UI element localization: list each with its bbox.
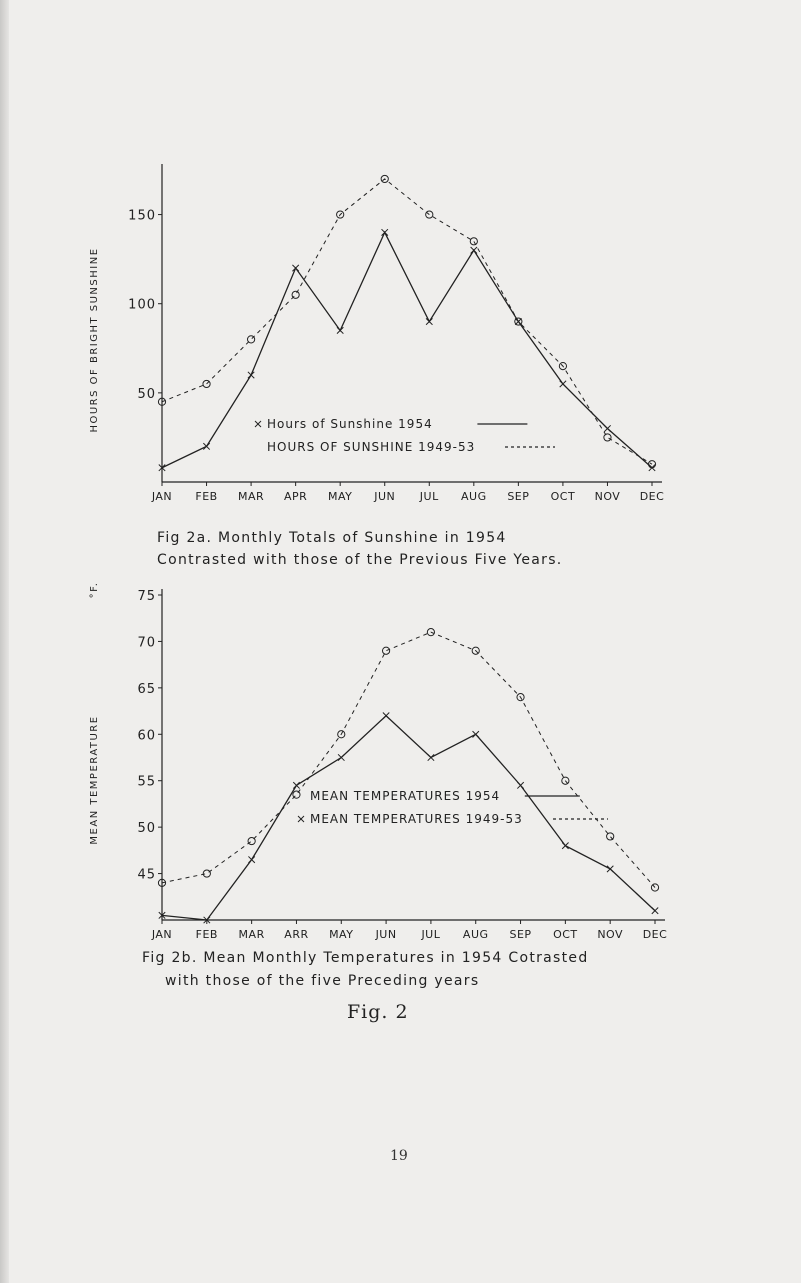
point-hours-of-sunshine-1949-53-mar — [247, 336, 254, 343]
y-axis-unit: °F. — [89, 581, 100, 599]
figure-label: Fig. 2 — [347, 1001, 409, 1023]
point-mean-temperatures-1954-mar — [248, 856, 254, 862]
series-line-mean-temperatures-1949-53 — [162, 632, 655, 887]
point-mean-temperatures-1954-nov — [607, 866, 613, 872]
point-mean-temperatures-1954-aug — [473, 731, 479, 737]
x-tick-label-jun: JUN — [375, 928, 397, 941]
point-mean-temperatures-1949-53-mar — [248, 837, 255, 844]
x-tick-label-jul: JUL — [421, 928, 441, 941]
x-tick-label-dec: DEC — [642, 928, 668, 941]
point-hours-of-sunshine-1949-53-nov — [604, 434, 611, 441]
point-mean-temperatures-1954-dec — [652, 908, 658, 914]
x-tick-label-apr: APR — [283, 490, 308, 503]
x-tick-label-arr: ARR — [284, 928, 309, 941]
y-tick-label-45: 45 — [137, 867, 156, 883]
legend-text-0: MEAN TEMPERATURES 1954 — [310, 789, 501, 803]
x-tick-label-aug: AUG — [461, 490, 487, 503]
y-tick-label-75: 75 — [137, 589, 156, 604]
x-tick-label-jan: JAN — [151, 490, 173, 503]
point-mean-temperatures-1949-53-arr — [293, 791, 300, 798]
point-hours-of-sunshine-1954-mar — [248, 372, 254, 378]
point-hours-of-sunshine-1954-jul — [426, 318, 432, 324]
point-mean-temperatures-1954-arr — [293, 782, 299, 788]
series-line-hours-of-sunshine-1954 — [162, 232, 652, 467]
point-hours-of-sunshine-1954-aug — [471, 247, 477, 253]
x-tick-label-oct: OCT — [553, 928, 578, 941]
caption-fig-2b-line-2: with those of the five Preceding years — [165, 973, 480, 989]
legend-text-1: HOURS OF SUNSHINE 1949-53 — [267, 440, 476, 454]
point-hours-of-sunshine-1949-53-feb — [203, 380, 210, 387]
y-tick-label-50: 50 — [137, 386, 156, 402]
legend-text-1: MEAN TEMPERATURES 1949-53 — [310, 812, 523, 826]
point-hours-of-sunshine-1954-nov — [604, 425, 610, 431]
point-hours-of-sunshine-1954-apr — [292, 265, 298, 271]
y-tick-label-55: 55 — [137, 774, 156, 790]
x-tick-label-sep: SEP — [509, 928, 532, 941]
point-hours-of-sunshine-1954-may — [337, 327, 343, 333]
y-axis-label: HOURS OF BRIGHT SUNSHINE — [89, 247, 100, 433]
point-mean-temperatures-1954-sep — [517, 782, 523, 788]
x-tick-label-nov: NOV — [594, 490, 621, 503]
x-tick-label-jul: JUL — [419, 490, 439, 503]
point-mean-temperatures-1949-53-nov — [607, 833, 614, 840]
x-tick-label-aug: AUG — [462, 928, 489, 941]
y-tick-label-150: 150 — [128, 208, 156, 224]
point-hours-of-sunshine-1954-feb — [203, 443, 209, 449]
point-hours-of-sunshine-1954-jun — [382, 229, 388, 235]
point-mean-temperatures-1949-53-feb — [203, 870, 210, 877]
caption-fig-2a-line-1: Fig 2a. Monthly Totals of Sunshine in 1954 — [157, 530, 507, 546]
point-mean-temperatures-1954-jun — [383, 713, 389, 719]
x-tick-label-feb: FEB — [195, 928, 218, 941]
x-tick-label-mar: MAR — [238, 928, 265, 941]
point-mean-temperatures-1954-jul — [428, 754, 434, 760]
chart-temperature — [0, 581, 801, 945]
point-hours-of-sunshine-1949-53-apr — [292, 291, 299, 298]
legend-marker-0 — [255, 421, 261, 427]
y-tick-label-50: 50 — [137, 821, 156, 837]
y-axis-label: MEAN TEMPERATURE — [89, 715, 100, 845]
caption-fig-2b-line-1: Fig 2b. Mean Monthly Temperatures in 1954 Cotrasted — [142, 950, 589, 966]
legend-text-0: Hours of Sunshine 1954 — [267, 417, 433, 431]
y-tick-label-65: 65 — [137, 681, 156, 697]
x-tick-label-jun: JUN — [374, 490, 396, 503]
y-tick-label-70: 70 — [137, 635, 156, 651]
point-mean-temperatures-1949-53-jun — [382, 647, 389, 654]
page-number: 19 — [390, 1148, 408, 1164]
point-hours-of-sunshine-1954-oct — [560, 381, 566, 387]
point-mean-temperatures-1954-may — [338, 754, 344, 760]
legend-marker-1 — [298, 816, 304, 822]
point-hours-of-sunshine-1949-53-aug — [470, 238, 477, 245]
chart-sunshine — [0, 160, 801, 520]
x-tick-label-mar: MAR — [238, 490, 265, 503]
x-tick-label-may: MAY — [329, 928, 354, 941]
y-tick-label-100: 100 — [128, 297, 156, 313]
x-tick-label-jan: JAN — [151, 928, 173, 941]
y-tick-label-60: 60 — [137, 728, 156, 744]
x-tick-label-sep: SEP — [507, 490, 530, 503]
x-tick-label-oct: OCT — [550, 490, 576, 503]
x-tick-label-feb: FEB — [195, 490, 218, 503]
point-mean-temperatures-1954-oct — [562, 843, 568, 849]
caption-fig-2a-line-2: Contrasted with those of the Previous Five Years. — [157, 552, 563, 568]
x-tick-label-may: MAY — [327, 490, 353, 503]
x-tick-label-nov: NOV — [597, 928, 624, 941]
x-tick-label-dec: DEC — [639, 490, 665, 503]
